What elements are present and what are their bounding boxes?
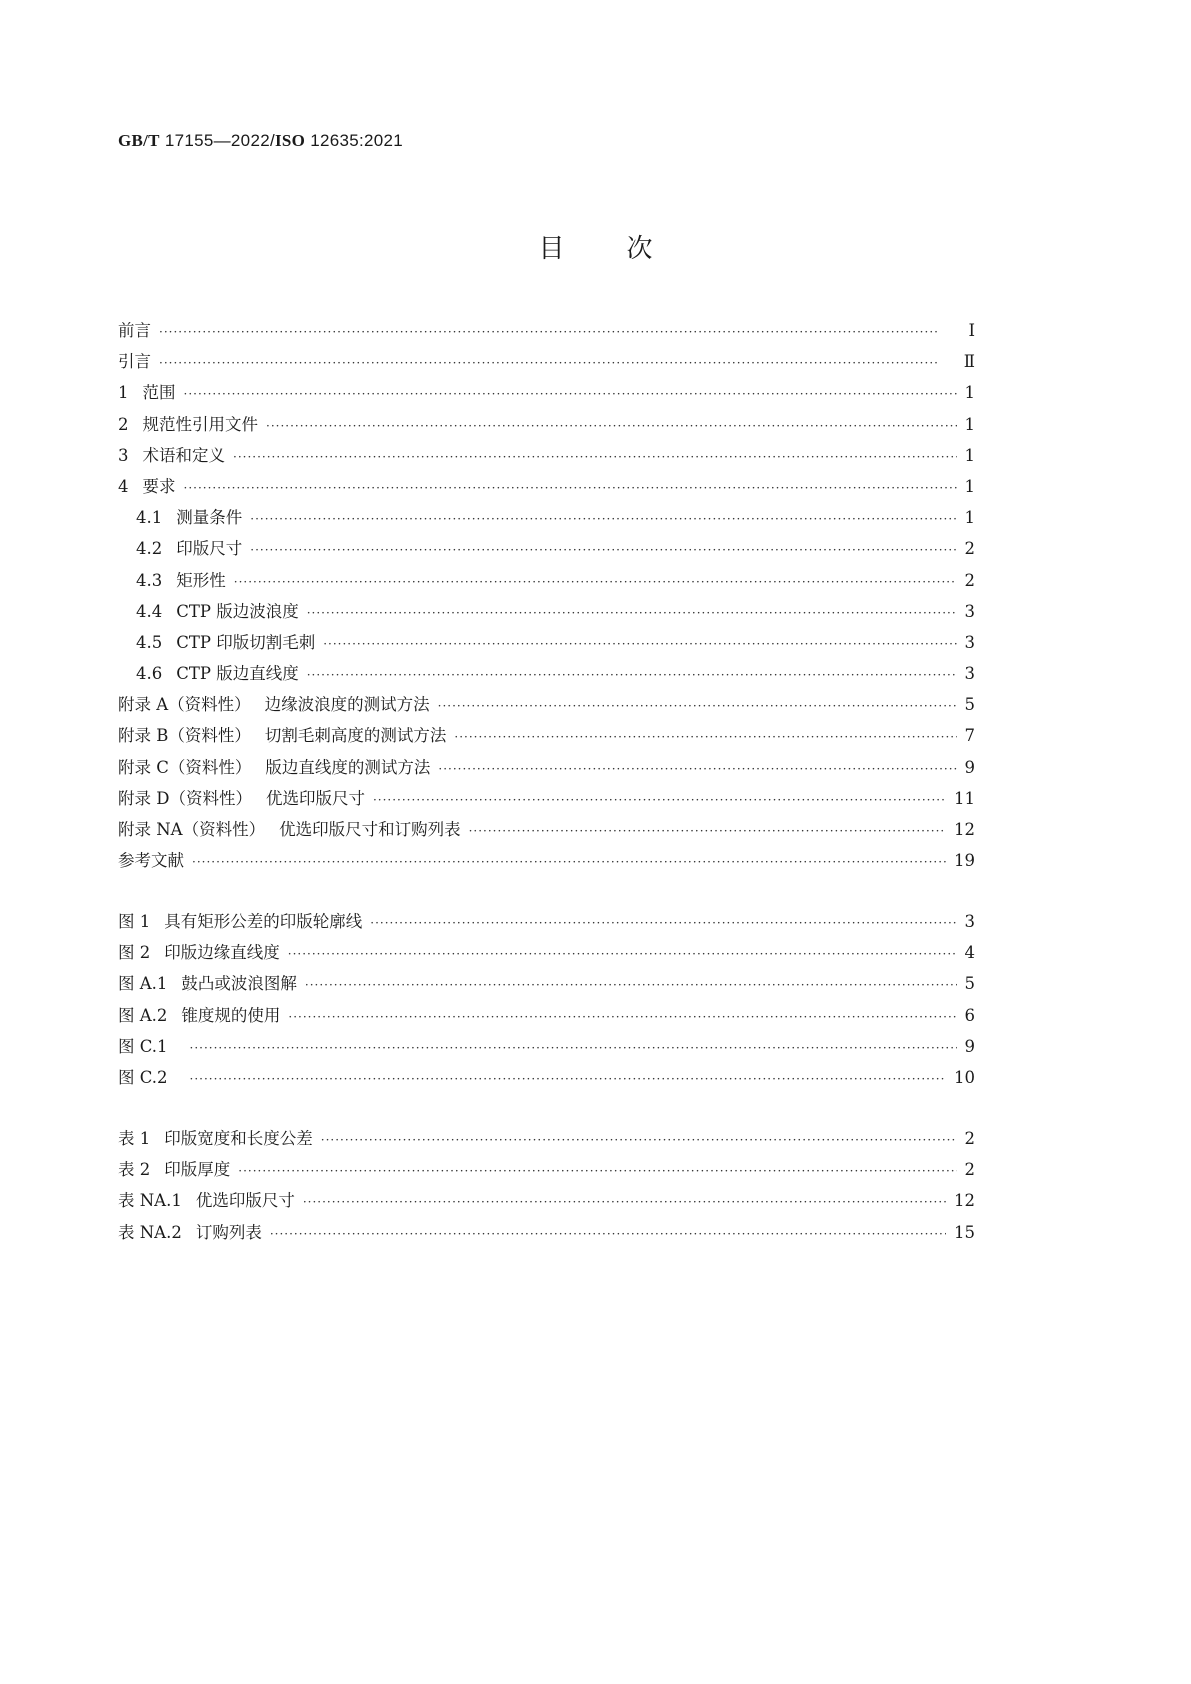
toc-item-page: 5 bbox=[964, 974, 975, 994]
toc-item-title: 版边直线度的测试方法 bbox=[265, 757, 431, 777]
dot-leader bbox=[321, 1125, 957, 1156]
toc-item-page: 1 bbox=[964, 383, 975, 403]
toc-item-title: 具有矩形公差的印版轮廓线 bbox=[164, 912, 363, 931]
toc-item-page: 9 bbox=[964, 757, 975, 777]
toc-item-number: 图 2 bbox=[118, 943, 151, 963]
dot-leader bbox=[159, 317, 957, 348]
toc-item-page: 11 bbox=[954, 788, 975, 808]
toc-item-page: 12 bbox=[954, 1191, 975, 1211]
standard-header bbox=[118, 131, 403, 151]
toc-item[interactable] bbox=[118, 1123, 975, 1154]
toc-item-number: 附录 B（资料性） bbox=[118, 726, 251, 746]
toc-item-number: 附录 NA（资料性） bbox=[118, 820, 266, 839]
toc-item-page: Ⅱ bbox=[963, 352, 975, 372]
toc-item-page: 4 bbox=[964, 943, 975, 963]
iso-number: 12635:2021 bbox=[310, 131, 404, 150]
toc-item-title: 测量条件 bbox=[176, 508, 243, 528]
toc-item-page: 2 bbox=[964, 1129, 975, 1148]
toc-item-title: 引言 bbox=[118, 352, 151, 372]
toc-item-title: 印版边缘直线度 bbox=[164, 943, 280, 963]
toc-item-title: 术语和定义 bbox=[142, 445, 225, 465]
toc-item[interactable] bbox=[118, 1031, 975, 1062]
toc-item-page: 6 bbox=[964, 1005, 975, 1025]
toc-item[interactable] bbox=[118, 814, 975, 845]
dot-leader bbox=[238, 1156, 956, 1187]
toc-item-number: 图 A.1 bbox=[118, 974, 168, 994]
toc-item-number: 附录 C（资料性） bbox=[118, 757, 252, 777]
toc-item-page: Ⅰ bbox=[968, 321, 975, 340]
toc-item-page: 1 bbox=[964, 445, 975, 465]
toc-item[interactable] bbox=[118, 1217, 975, 1248]
toc-item-title: 优选印版尺寸和订购列表 bbox=[279, 820, 461, 839]
toc-item[interactable] bbox=[118, 783, 975, 814]
toc-item-number: 4.5 bbox=[136, 632, 163, 652]
toc-item-number: 4.2 bbox=[136, 539, 163, 559]
toc-item[interactable] bbox=[118, 937, 975, 968]
toc-item-page: 5 bbox=[964, 695, 975, 715]
toc-item[interactable] bbox=[118, 565, 975, 596]
dot-leader bbox=[184, 473, 957, 504]
toc-item-page: 3 bbox=[964, 601, 975, 621]
toc-item[interactable] bbox=[118, 689, 975, 720]
toc-item-title: 参考文献 bbox=[118, 851, 184, 871]
toc-item-page: 3 bbox=[964, 912, 975, 931]
toc-item-page: 1 bbox=[964, 508, 975, 528]
toc-item-number: 3 bbox=[118, 445, 129, 465]
toc-item-number: 4.4 bbox=[136, 601, 163, 621]
dot-leader bbox=[250, 504, 956, 535]
toc-item-title: 矩形性 bbox=[176, 570, 226, 590]
toc-item-number: 图 1 bbox=[118, 912, 151, 931]
toc-item-title: 订购列表 bbox=[195, 1222, 262, 1242]
dot-leader bbox=[323, 629, 956, 660]
toc-item[interactable] bbox=[118, 1154, 975, 1185]
dot-leader bbox=[438, 691, 957, 722]
toc-item-page: 1 bbox=[964, 476, 975, 496]
dot-leader bbox=[192, 847, 946, 878]
toc-item[interactable] bbox=[118, 533, 975, 564]
dot-leader bbox=[307, 660, 957, 691]
toc-item-title: 鼓凸或波浪图解 bbox=[181, 974, 297, 994]
toc-item-title: CTP 版边波浪度 bbox=[176, 601, 299, 621]
toc-item-title: CTP 印版切割毛刺 bbox=[176, 632, 316, 652]
toc-item-number: 图 C.1 bbox=[118, 1036, 168, 1056]
toc-item-page: 19 bbox=[954, 851, 975, 871]
toc-item[interactable] bbox=[118, 845, 975, 876]
dot-leader bbox=[159, 348, 956, 379]
dot-leader bbox=[438, 754, 956, 785]
toc-entries bbox=[118, 315, 975, 876]
dot-leader bbox=[305, 970, 957, 1001]
toc-item-number: 图 A.2 bbox=[118, 1005, 168, 1025]
dot-leader bbox=[373, 785, 946, 816]
toc-item-number: 附录 D（资料性） bbox=[118, 788, 252, 808]
toc-item-number: 表 NA.1 bbox=[118, 1191, 182, 1211]
toc-item-page: 1 bbox=[964, 414, 975, 434]
dot-leader bbox=[288, 1002, 956, 1033]
toc-item-title: 要求 bbox=[142, 476, 176, 496]
toc-item-title: 前言 bbox=[118, 321, 151, 340]
toc-item-page: 15 bbox=[954, 1222, 975, 1242]
toc-item-page: 3 bbox=[964, 632, 975, 652]
toc-item-title: 规范性引用文件 bbox=[142, 414, 258, 434]
toc-item-page: 3 bbox=[964, 664, 975, 684]
toc-item[interactable] bbox=[118, 377, 975, 408]
toc-item-title: 锥度规的使用 bbox=[181, 1005, 281, 1025]
toc-item-number: 表 1 bbox=[118, 1129, 151, 1148]
toc-item-number: 表 NA.2 bbox=[118, 1222, 182, 1242]
toc-item-page: 7 bbox=[964, 726, 975, 746]
dot-leader bbox=[234, 567, 957, 598]
toc-item-number: 4.1 bbox=[136, 508, 163, 528]
toc-item[interactable] bbox=[118, 1185, 975, 1216]
std-prefix: GB/T bbox=[118, 131, 160, 150]
toc-item-page: 12 bbox=[954, 820, 975, 839]
dot-leader bbox=[370, 908, 956, 939]
toc-item[interactable] bbox=[118, 315, 975, 346]
toc-item-page: 10 bbox=[954, 1067, 975, 1087]
std-number: 17155—2022/ bbox=[164, 131, 275, 150]
toc-item[interactable] bbox=[118, 752, 975, 783]
dot-leader bbox=[190, 1033, 957, 1064]
toc-item-page: 2 bbox=[964, 1160, 975, 1180]
toc-item[interactable] bbox=[118, 720, 975, 751]
toc-item[interactable] bbox=[118, 596, 975, 627]
dot-leader bbox=[303, 1187, 946, 1218]
toc-item-number: 4 bbox=[118, 476, 129, 496]
toc-item-number: 1 bbox=[118, 383, 129, 403]
toc-figures bbox=[118, 906, 975, 1093]
toc-item-title: 优选印版尺寸 bbox=[195, 1191, 295, 1211]
toc-item-number: 图 C.2 bbox=[118, 1067, 168, 1087]
toc-item[interactable] bbox=[118, 471, 975, 502]
iso-prefix: ISO bbox=[274, 131, 306, 150]
toc-item[interactable] bbox=[118, 502, 975, 533]
toc-item[interactable] bbox=[118, 409, 975, 440]
toc-item-title: 印版尺寸 bbox=[176, 539, 243, 559]
toc-item-title: 印版宽度和长度公差 bbox=[164, 1129, 313, 1148]
toc-item[interactable] bbox=[118, 906, 975, 937]
toc-item[interactable] bbox=[118, 1062, 975, 1093]
toc-item-title: 切割毛刺高度的测试方法 bbox=[264, 726, 447, 746]
toc-item[interactable] bbox=[118, 440, 975, 471]
toc-item-title: 优选印版尺寸 bbox=[265, 788, 365, 808]
toc-item-title: 范围 bbox=[142, 383, 176, 403]
toc-item-page: 2 bbox=[964, 539, 975, 559]
toc-tables bbox=[118, 1123, 975, 1248]
toc-item-title: CTP 版边直线度 bbox=[176, 664, 299, 684]
dot-leader bbox=[288, 939, 957, 970]
page-title: 目次 bbox=[538, 234, 715, 264]
toc-item-number: 4.6 bbox=[136, 664, 163, 684]
dot-leader bbox=[469, 816, 946, 847]
dot-leader bbox=[454, 722, 956, 753]
dot-leader bbox=[184, 379, 957, 410]
toc-item-number: 4.3 bbox=[136, 570, 163, 590]
dot-leader bbox=[250, 535, 956, 566]
toc-item-number: 表 2 bbox=[118, 1160, 151, 1180]
toc-item[interactable] bbox=[118, 1000, 975, 1031]
toc-item-title: 印版厚度 bbox=[164, 1160, 231, 1180]
toc-item[interactable] bbox=[118, 658, 975, 689]
toc-item[interactable] bbox=[118, 627, 975, 658]
toc-item[interactable] bbox=[118, 968, 975, 999]
dot-leader bbox=[307, 598, 957, 629]
dot-leader bbox=[266, 411, 957, 442]
toc-item-number: 2 bbox=[118, 414, 129, 434]
toc-item-page: 2 bbox=[964, 570, 975, 590]
toc-item-title: 边缘波浪度的测试方法 bbox=[264, 695, 430, 715]
dot-leader bbox=[190, 1064, 946, 1095]
dot-leader bbox=[233, 442, 957, 473]
toc-item-page: 9 bbox=[964, 1036, 975, 1056]
toc-item[interactable] bbox=[118, 346, 975, 377]
toc-item-number: 附录 A（资料性） bbox=[118, 695, 251, 715]
dot-leader bbox=[270, 1219, 946, 1250]
